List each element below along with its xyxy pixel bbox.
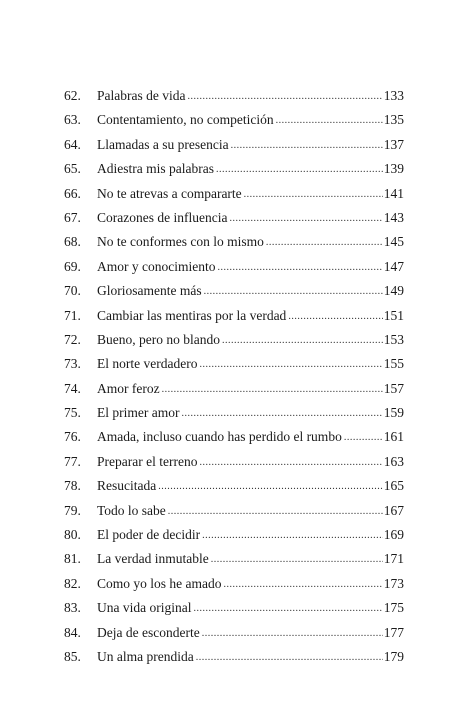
entry-number: 62. bbox=[64, 88, 81, 103]
toc-entry bbox=[64, 108, 404, 132]
dot-leader bbox=[229, 207, 382, 231]
dot-leader bbox=[266, 231, 383, 255]
dot-leader bbox=[231, 134, 383, 158]
entry-title: Cambiar las mentiras por la verdad bbox=[97, 307, 287, 323]
toc-entry bbox=[64, 523, 404, 547]
entry-number: 69. bbox=[64, 258, 81, 274]
entry-number: 65. bbox=[64, 161, 81, 177]
entry-number: 71. bbox=[64, 307, 81, 323]
entry-title: Resucitada bbox=[97, 478, 157, 494]
entry-page-number: 173 bbox=[383, 575, 404, 591]
entry-title: Corazones de influencia bbox=[97, 209, 228, 225]
entry-number: 78. bbox=[64, 478, 81, 494]
dot-leader bbox=[199, 451, 382, 475]
entry-page-number: 179 bbox=[383, 648, 404, 664]
entry-page-number: 157 bbox=[383, 380, 404, 396]
entry-number: 83. bbox=[64, 600, 81, 616]
entry-page-number: 145 bbox=[383, 234, 404, 250]
toc-entry bbox=[64, 450, 404, 474]
entry-page-number: 159 bbox=[383, 405, 404, 421]
dot-leader bbox=[196, 646, 383, 670]
entry-number: 75. bbox=[64, 405, 81, 421]
toc-entry bbox=[64, 328, 404, 352]
dot-leader bbox=[202, 524, 383, 548]
entry-page-number: 175 bbox=[383, 600, 404, 616]
table-of-contents bbox=[64, 84, 404, 669]
entry-title: Todo lo sabe bbox=[97, 502, 166, 518]
entry-title: Amor feroz bbox=[97, 380, 160, 396]
toc-entry bbox=[64, 499, 404, 523]
dot-leader bbox=[344, 426, 383, 450]
entry-page-number: 163 bbox=[383, 453, 404, 469]
entry-page-number: 151 bbox=[383, 307, 404, 323]
dot-leader bbox=[187, 85, 382, 109]
entry-title: Como yo los he amado bbox=[97, 575, 222, 591]
entry-page-number: 171 bbox=[383, 551, 404, 567]
toc-entry bbox=[64, 352, 404, 376]
entry-title: No te conformes con lo mismo bbox=[97, 234, 264, 250]
dot-leader bbox=[193, 597, 382, 621]
entry-page-number: 165 bbox=[383, 478, 404, 494]
entry-page-number: 135 bbox=[383, 112, 404, 128]
dot-leader bbox=[168, 500, 383, 524]
dot-leader bbox=[217, 256, 382, 280]
entry-title: Palabras de vida bbox=[97, 88, 186, 103]
toc-entry bbox=[64, 547, 404, 571]
toc-entry bbox=[64, 572, 404, 596]
entry-number: 76. bbox=[64, 429, 81, 445]
entry-number: 63. bbox=[64, 112, 81, 128]
entry-number: 72. bbox=[64, 331, 81, 347]
entry-title: El primer amor bbox=[97, 405, 180, 421]
toc-entry bbox=[64, 279, 404, 303]
entry-number: 66. bbox=[64, 185, 81, 201]
toc-entry bbox=[64, 206, 404, 230]
entry-page-number: 149 bbox=[383, 283, 404, 299]
toc-entry bbox=[64, 596, 404, 620]
entry-page-number: 133 bbox=[383, 88, 404, 103]
entry-title: No te atrevas a compararte bbox=[97, 185, 242, 201]
entry-title: Bueno, pero no blando bbox=[97, 331, 220, 347]
entry-number: 73. bbox=[64, 356, 81, 372]
dot-leader bbox=[244, 183, 383, 207]
entry-number: 70. bbox=[64, 283, 81, 299]
entry-title: Una vida original bbox=[97, 600, 192, 616]
entry-title: Gloriosamente más bbox=[97, 283, 202, 299]
dot-leader bbox=[181, 402, 382, 426]
entry-page-number: 141 bbox=[383, 185, 404, 201]
entry-number: 67. bbox=[64, 209, 81, 225]
entry-number: 68. bbox=[64, 234, 81, 250]
toc-entry bbox=[64, 133, 404, 157]
toc-entry bbox=[64, 182, 404, 206]
dot-leader bbox=[224, 573, 383, 597]
dot-leader bbox=[211, 548, 383, 572]
toc-entry bbox=[64, 425, 404, 449]
entry-title: El poder de decidir bbox=[97, 527, 201, 543]
entry-number: 74. bbox=[64, 380, 81, 396]
entry-page-number: 147 bbox=[383, 258, 404, 274]
entry-page-number: 169 bbox=[383, 527, 404, 543]
dot-leader bbox=[204, 280, 383, 304]
entry-number: 81. bbox=[64, 551, 81, 567]
entry-title: Contentamiento, no competición bbox=[97, 112, 274, 128]
toc-entry bbox=[64, 255, 404, 279]
entry-title: Preparar el terreno bbox=[97, 453, 198, 469]
entry-page-number: 167 bbox=[383, 502, 404, 518]
dot-leader bbox=[199, 353, 382, 377]
entry-page-number: 161 bbox=[383, 429, 404, 445]
toc-entry bbox=[64, 157, 404, 181]
dot-leader bbox=[162, 378, 383, 402]
entry-number: 80. bbox=[64, 527, 81, 543]
dot-leader bbox=[276, 109, 383, 133]
entry-page-number: 143 bbox=[383, 209, 404, 225]
entry-number: 77. bbox=[64, 453, 81, 469]
entry-page-number: 137 bbox=[383, 136, 404, 152]
toc-entry bbox=[64, 84, 404, 108]
entry-title: Amor y conocimiento bbox=[97, 258, 216, 274]
entry-number: 84. bbox=[64, 624, 81, 640]
toc-entry bbox=[64, 621, 404, 645]
entry-number: 82. bbox=[64, 575, 81, 591]
entry-title: Amada, incluso cuando has perdido el rumbo bbox=[97, 429, 342, 445]
entry-title: Adiestra mis palabras bbox=[97, 161, 214, 177]
toc-entry bbox=[64, 304, 404, 328]
toc-entry bbox=[64, 230, 404, 254]
dot-leader bbox=[158, 475, 383, 499]
entry-title: Un alma prendida bbox=[97, 648, 194, 664]
dot-leader bbox=[202, 622, 383, 646]
entry-page-number: 155 bbox=[383, 356, 404, 372]
entry-title: El norte verdadero bbox=[97, 356, 198, 372]
toc-entry bbox=[64, 401, 404, 425]
dot-leader bbox=[288, 305, 382, 329]
dot-leader bbox=[222, 329, 383, 353]
entry-page-number: 177 bbox=[383, 624, 404, 640]
toc-entry bbox=[64, 645, 404, 669]
entry-page-number: 153 bbox=[383, 331, 404, 347]
dot-leader bbox=[216, 158, 383, 182]
entry-number: 85. bbox=[64, 648, 81, 664]
entry-title: Llamadas a su presencia bbox=[97, 136, 229, 152]
entry-number: 79. bbox=[64, 502, 81, 518]
entry-title: La verdad inmutable bbox=[97, 551, 209, 567]
entry-title: Deja de esconderte bbox=[97, 624, 200, 640]
toc-entry bbox=[64, 474, 404, 498]
entry-page-number: 139 bbox=[383, 161, 404, 177]
entry-number: 64. bbox=[64, 136, 81, 152]
toc-entry bbox=[64, 377, 404, 401]
